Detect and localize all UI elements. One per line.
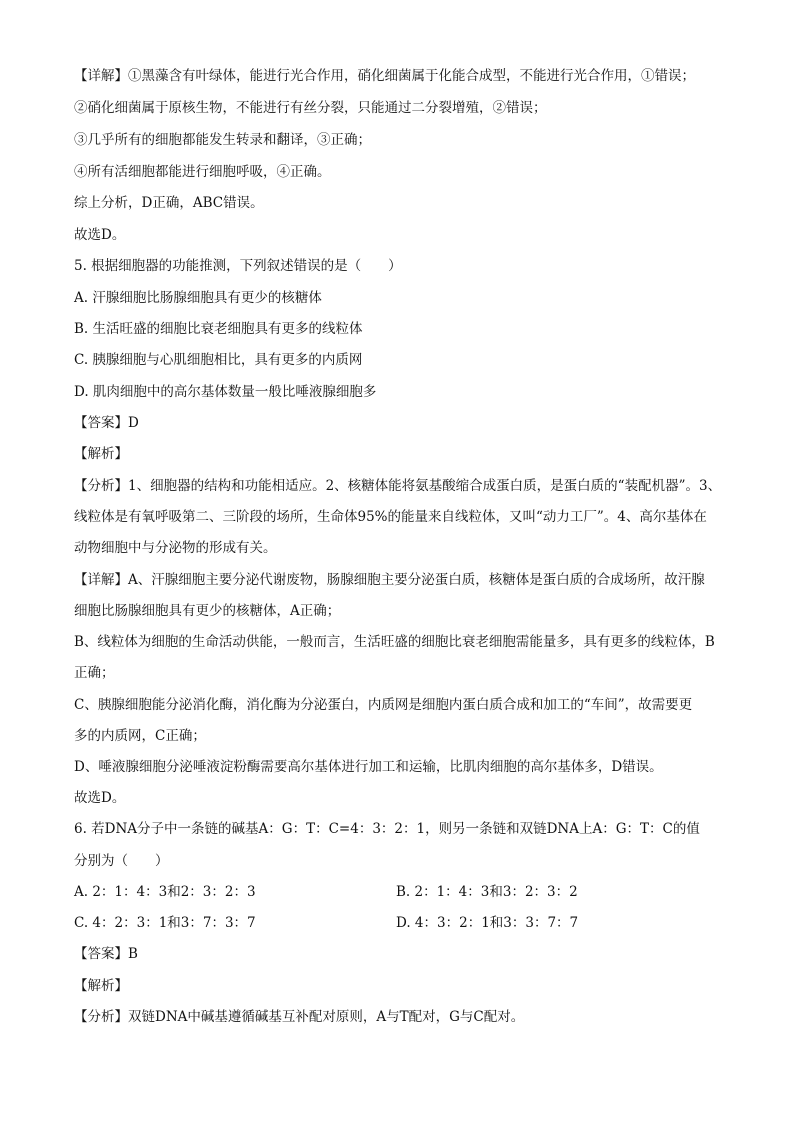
q5-option-b: B. 生活旺盛的细胞比衰老细胞具有更多的线粒体 (74, 321, 363, 337)
q6-analysis-line-1: 【分析】双链DNA中碱基遵循碱基互补配对原则，A与T配对，G与C配对。 (74, 1009, 525, 1025)
q5-detail-line-7: D、唾液腺细胞分泌唾液淀粉酶需要高尔基体进行加工和运输，比肌肉细胞的高尔基体多，D错误。 (74, 759, 663, 775)
q5-conclusion: 故选D。 (74, 790, 126, 806)
q5-detail-line-2: 细胞比肠腺细胞具有更少的核糖体，A正确； (74, 603, 341, 619)
q5-detail-line-6: 多的内质网，C正确； (74, 728, 206, 744)
q4-detail-line-3: ③几乎所有的细胞都能发生转录和翻译，③正确； (74, 132, 371, 148)
q5-analysis-title: 【解析】 (74, 446, 128, 462)
q6-answer: 【答案】B (74, 946, 138, 962)
q5-detail-line-1: 【详解】A、汗腺细胞主要分泌代谢废物，肠腺细胞主要分泌蛋白质，核糖体是蛋白质的合成场所，故汗腺 (74, 572, 705, 588)
q6-stem-line-1: 6. 若DNA分子中一条链的碱基A：G：T：C=4：3：2：1，则另一条链和双链DNA上A：G：T：C的值 (74, 821, 700, 837)
q6-option-b: B. 2：1：4：3和3：2：3：2 (396, 884, 578, 900)
q6-option-c: C. 4：2：3：1和3：7：3：7 (74, 915, 256, 931)
q5-analysis-line-3: 动物细胞中与分泌物的形成有关。 (74, 540, 277, 556)
q5-option-d: D. 肌肉细胞中的高尔基体数量一般比唾液腺细胞多 (74, 384, 377, 400)
q5-option-c: C. 胰腺细胞与心肌细胞相比，具有更多的内质网 (74, 352, 363, 368)
q5-detail-line-3: B、线粒体为细胞的生命活动供能，一般而言，生活旺盛的细胞比衰老细胞需能量多，具有更多的线粒体，B (74, 634, 715, 650)
q4-detail-line-1: 【详解】①黑藻含有叶绿体，能进行光合作用，硝化细菌属于化能合成型，不能进行光合作用，①错误； (74, 68, 695, 84)
q5-detail-line-5: C、胰腺细胞能分泌消化酶，消化酶为分泌蛋白，内质网是细胞内蛋白质合成和加工的“车间”，故需要更 (74, 697, 693, 713)
q6-option-d: D. 4：3：2：1和3：3：7：7 (396, 915, 579, 931)
q5-detail-line-4: 正确； (74, 665, 115, 681)
q4-summary: 综上分析，D正确，ABC错误。 (74, 195, 264, 211)
q5-analysis-line-1: 【分析】1、细胞器的结构和功能相适应。2、核糖体能将氨基酸缩合成蛋白质，是蛋白质的“装配机器”。3、 (74, 478, 722, 494)
q5-analysis-line-2: 线粒体是有氧呼吸第二、三阶段的场所，生命体95%的能量来自线粒体，又叫“动力工厂”。4、高尔基体在 (74, 509, 707, 525)
q6-option-a: A. 2：1：4：3和2：3：2：3 (74, 884, 256, 900)
q4-conclusion: 故选D。 (74, 227, 126, 243)
q4-detail-line-2: ②硝化细菌属于原核生物，不能进行有丝分裂，只能通过二分裂增殖，②错误； (74, 100, 547, 116)
q6-stem-line-2: 分别为（ ） (74, 853, 169, 869)
q5-answer: 【答案】D (74, 415, 139, 431)
q5-stem: 5. 根据细胞器的功能推测，下列叙述错误的是（ ） (74, 258, 402, 274)
q4-detail-line-4: ④所有活细胞都能进行细胞呼吸，④正确。 (74, 164, 331, 180)
q5-option-a: A. 汗腺细胞比肠腺细胞具有更少的核糖体 (74, 290, 322, 306)
q6-analysis-title: 【解析】 (74, 978, 128, 994)
